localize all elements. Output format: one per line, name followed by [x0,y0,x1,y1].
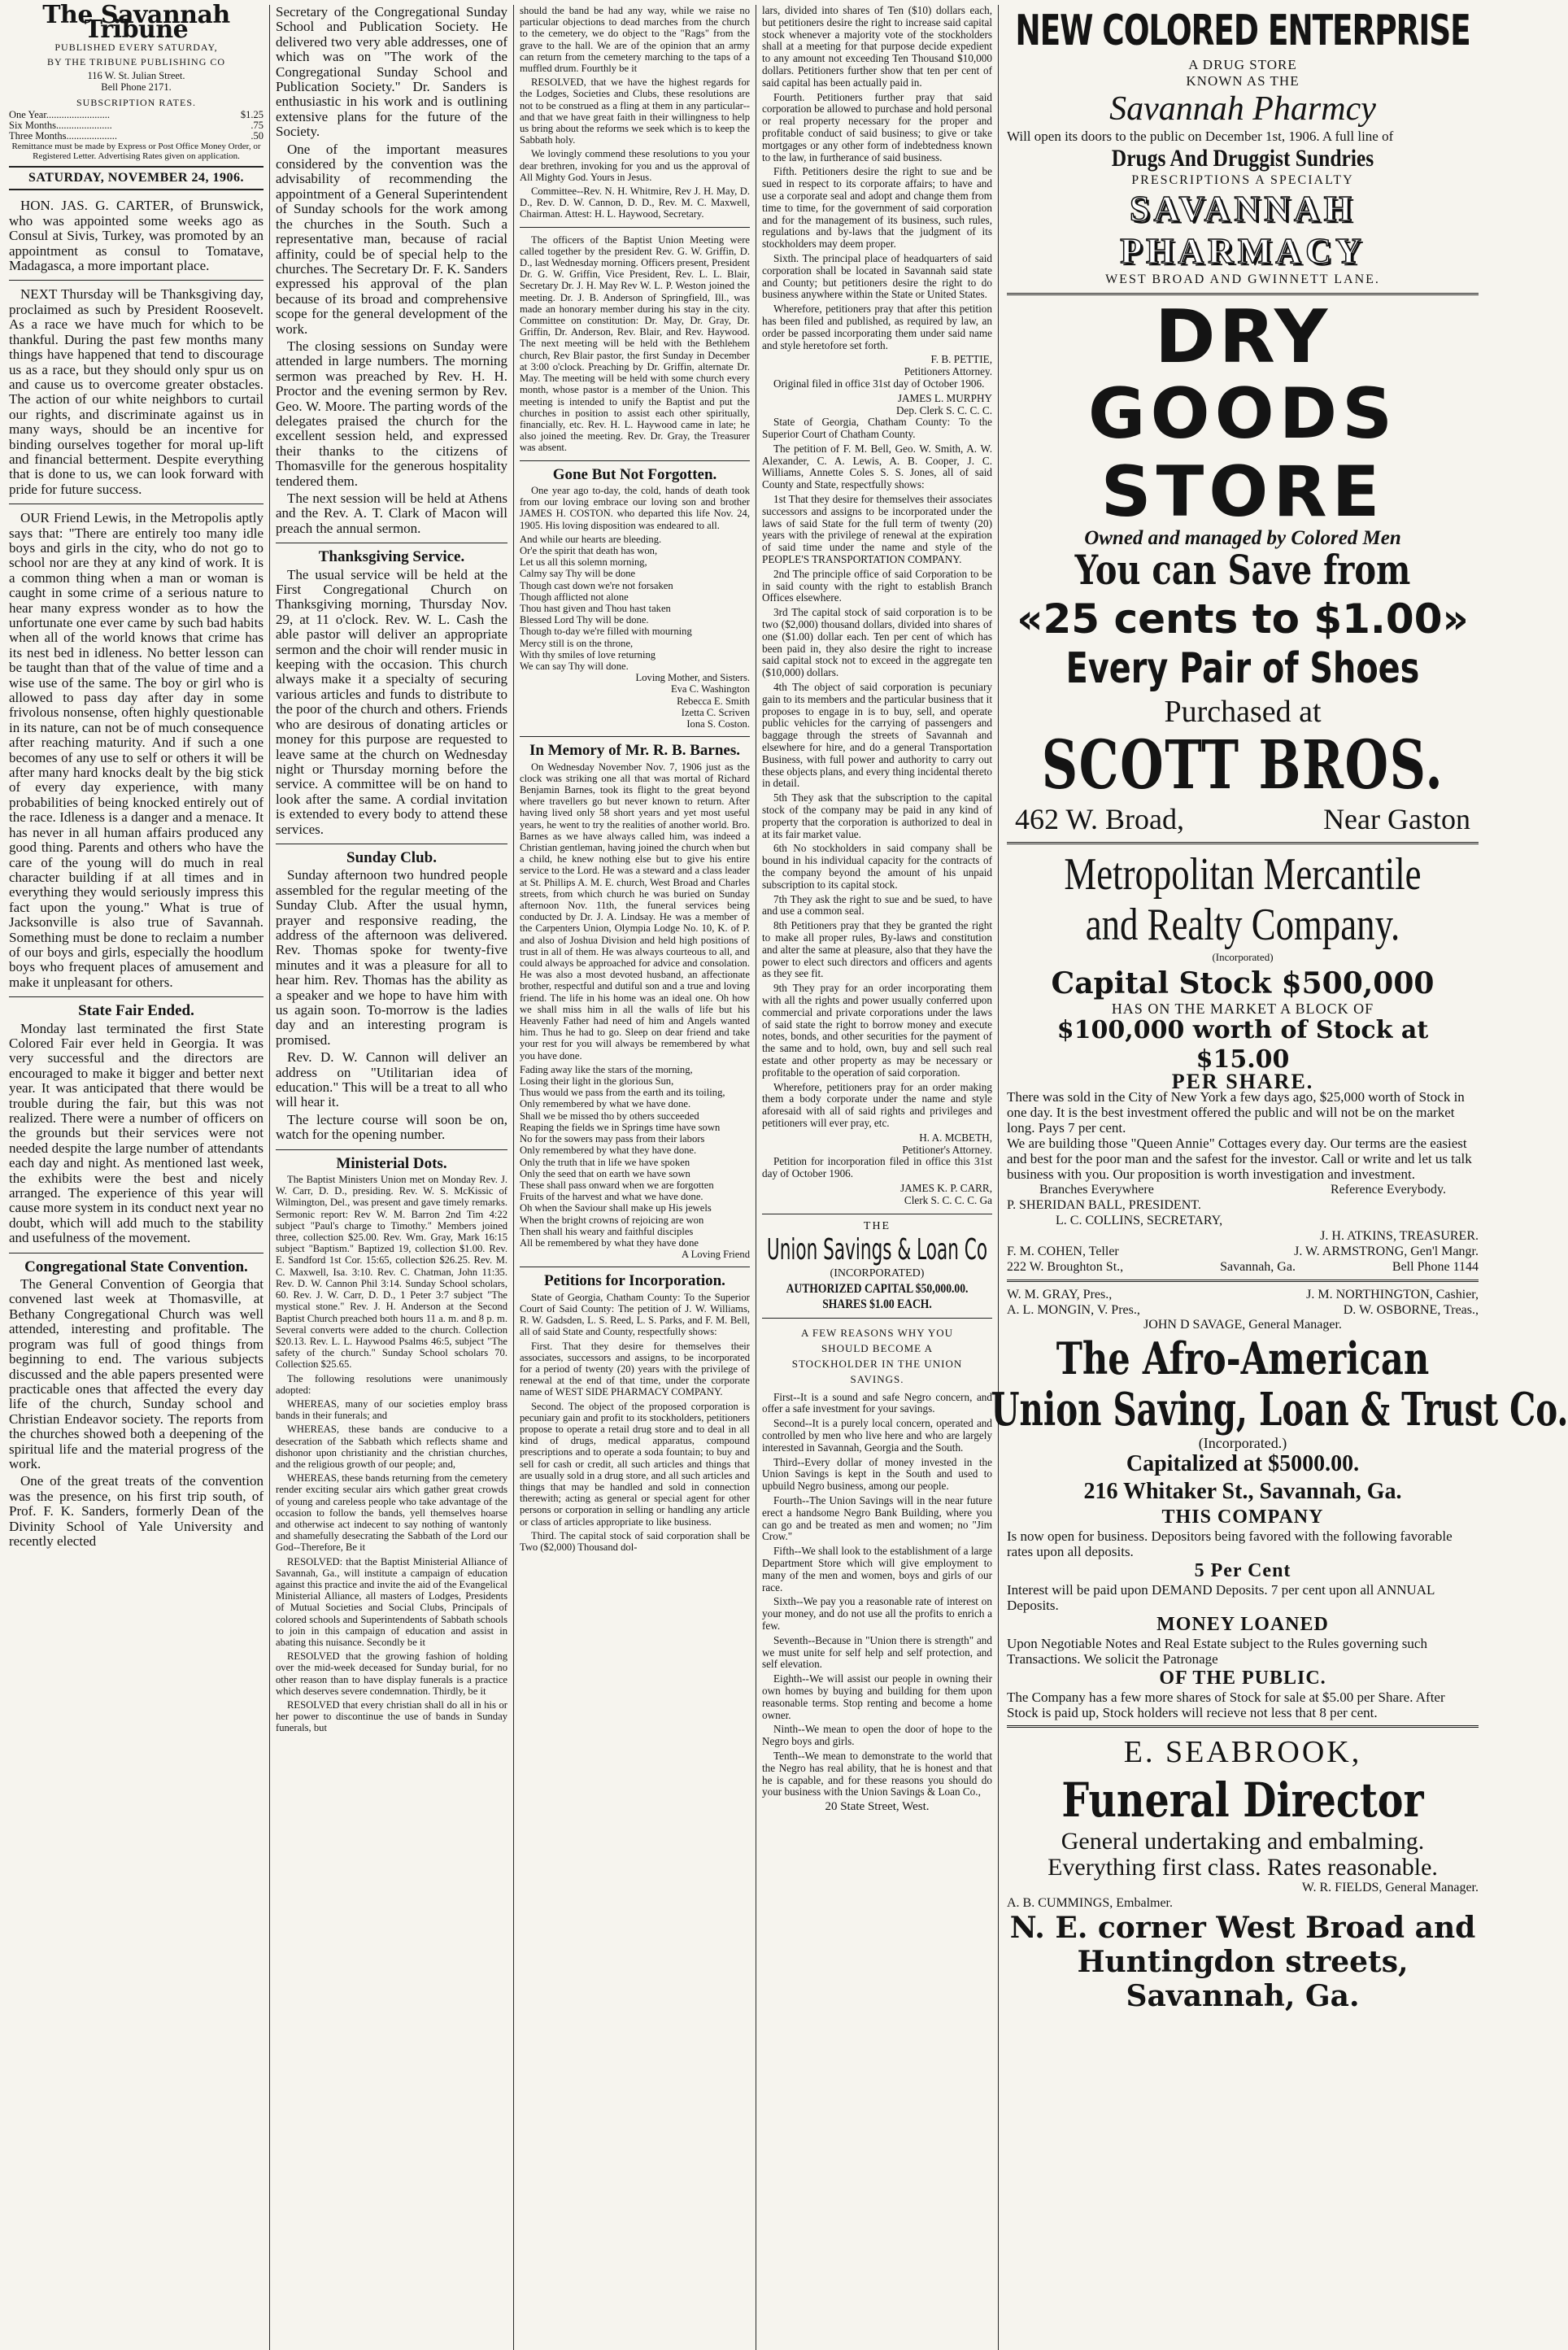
ad-seabrook: E. SEABROOK, [1123,1735,1362,1770]
union-reason: Tenth--We mean to demonstrate to the world that the Negro has real ability, that he is honest and that he is capable, and for these reasons you should do your business with the Union Savings & Loan Co., [762,1750,992,1798]
union-reason: First--It is a sound and safe Negro concern, and offer a safe investment for your savings. [762,1390,992,1415]
article-text: We lovingly commend these resolutions to you your dear brethren, invoking for you and us the approval of All Mighty God. Yours in Jesus. [520,148,750,183]
poem [520,534,750,672]
union-reason: Fourth--The Union Savings will in the near future erect a handsome Negro Bank Building, where you can go and be treated as men and women; no "Jim Crow." [762,1494,992,1543]
poem-line: Blessed Lord Thy will be done. [520,614,649,626]
union-reason: Sixth--We pay you a reasonable rate of interest on your money, and do not use all the profits to enrich a few. [762,1595,992,1633]
ad-afro-american-bank [991,1287,1568,1721]
column-2 [270,5,514,2350]
ad-officers [1007,1287,1479,1302]
ad-store-name: Savannah Pharmcy [1109,90,1376,128]
poem-line: When the bright crowns of rejoicing are won [520,1214,704,1226]
petition-text: Fifth. Petitioners desire the right to sue and be sued in respect to its corporate affairs; to have and use a corporate seal and adopt and change them from time to time, for the government of said corporation and for the management of its business, such rules, regulations and by-laws that the judgment of its stockholders may deem proper. [762,165,992,251]
union-incorporated: (INCORPORATED) [830,1267,925,1280]
union-reason: Ninth--We mean to open the door of hope to the Negro boys and girls. [762,1723,992,1748]
ad-shadow-title: SAVANNAH PHARMACY [1120,189,1365,272]
headline-thanksgiving-service: Thanksgiving Service. [318,548,465,566]
poem-line: Fading away like the stars of the morning, [520,1063,693,1075]
ad-stock: $100,000 worth of Stock at $15.00 [1056,1016,1429,1075]
ad-owned: Owned and managed by Colored Men [1084,526,1401,549]
ad-address-mid: Savannah, Ga. [1220,1260,1296,1275]
ad-realty: and Realty Company. [1085,900,1400,951]
column-1 [3,1,270,2350]
ad-public: OF THE PUBLIC. [1159,1668,1326,1689]
ad-embalmer: A. B. CUMMINGS, Embalmer. [1007,1895,1173,1910]
ad-incorporated: (Incorporated) [1212,951,1274,964]
divider [9,280,264,281]
petition-text: Third. The capital stock of said corporation shall be Two ($2,000) Thousand dol- [520,1529,750,1553]
petition-text: Original filed in office 31st day of October 1906. [773,377,985,390]
ad-officer: D. W. OSBORNE, Treas., [1343,1303,1479,1318]
ad-this-company: THIS COMPANY [1161,1506,1324,1528]
headline-ministerial-dots: Ministerial Dots. [336,1154,447,1172]
petition-text: State of Georgia, Chatham County: To the Superior Court of Said County: The petition of J. W. Williams, R. W. Gadsden, L. S. Reed, L. S. Parks, and F. M. Bell, all of said State and County, respectfully shows: [520,1291,750,1338]
ad-address-right: Near Gaston [1323,803,1470,836]
signature: A Loving Friend [682,1249,750,1261]
poem-line: Only remembered by what they have done. [520,1144,697,1157]
ad-address: WEST BROAD AND GWINNETT LANE. [1105,272,1380,287]
article-baptist-union: The officers of the Baptist Union Meeting were called together by the president Rev. G. W. Griffin, D. D., last Wednesday morning. Officers present, President Dr. G. W. Griffin, Vice President, Rev. L. L. Blair, Secretary Dr. J. H. May Rev W. L. P. Weston joined the meeting. Dr. J. B. Anderson of Springfield, Ill., was made an honorary member during his stay in the city. Committee on constitution: Dr. May, Dr. Gray, Dr. Griffin, Dr. Anderson, Rev. Blair, and Rev. Haywood. The next meeting will be held with the Bethlehem church, Rev Blair pastor, the first Sunday in December at 3:00 o'clock. Preaching by Dr. Griffin, alternate Dr. May. The meeting will be held with some church every month, whose pastor is a member of the Union. This meeting is intended to unify the Baptist and put the churches in position to assist each other spiritually, financially, etc. Rev. H. L. Haywood came in late; he also joined the meeting. Rev. Dr. Gray, the Treasurer was absent. [520,233,750,454]
ad-metropolitan [1007,849,1479,1275]
divider [762,1318,992,1319]
ad-funeral-director [1007,1733,1479,2013]
ad-officer: JOHN D SAVAGE, General Manager. [1143,1318,1342,1332]
poem-line: Then shall his weary and faithful disciples [520,1225,694,1237]
ad-body: Is now open for business. Depositors being favored with the following favorable rates upon all deposits. [1007,1528,1453,1560]
masthead-published: PUBLISHED EVERY SATURDAY, [54,41,218,53]
ad-body: The Company has a few more shares of Stock for sale at $5.00 per Share. After Stock is paid up, Stock holders will recieve not less that 8 per cent. [1007,1689,1445,1721]
ad-subtitle: KNOWN AS THE [1186,73,1300,89]
petition-text: First. That they desire for themselves their associates, successors and assigns, to be incorporated for a period of twenty (20) years with the privilege of renewal at the end of that time, under the corporate name of WEST SIDE PHARMACY COMPANY. [520,1340,750,1398]
ad-address-row [1007,801,1479,837]
rate-price: .75 [250,120,264,132]
ad-shoes: Every Pair of Shoes [1065,644,1420,694]
headline-state-fair: State Fair Ended. [78,1002,194,1020]
poem-line: With thy smiles of love returning [520,648,656,661]
ad-location: N. E. corner West Broad and Huntingdon streets, Savannah, Ga. [1009,1911,1476,2014]
divider [520,736,750,737]
article-ministerial: WHEREAS, many of our societies employ brass bands in their funerals; and [276,1397,507,1422]
ad-subtitle: A DRUG STORE [1188,57,1297,72]
ad-dry: DRY [1154,294,1331,380]
article-text: should the band be had any way, while we raise no particular objections to dead marches from the church to the cemetery, we do object to the "Rags" from the grave to the hall. We are of the opinion that an army can return from the cemetery marching to the taps of a muffled drum. Fourthly be it [520,5,750,75]
signature: Dep. Clerk S. C. C. C. [896,403,992,416]
petition-text: 1st That they desire for themselves their associates successors and assigns to be incorporated under the laws of said State for the full term of twenty (20) years with the privilege of renewal at the expiration of said time under the name and style of the PEOPLE'S TRANSPORTATION COMPANY. [762,493,992,566]
ad-funeral-title: Funeral Director [1061,1772,1424,1829]
poem-line: Reaping the fields we in Springs time have sown [520,1121,721,1133]
poem [520,1064,750,1249]
ad-rate: 5 Per Cent [1194,1560,1291,1582]
memorial-text: One year ago to-day, the cold, hands of death took from our loving embrace our loving son and brother JAMES H. COSTON. who departed this life Nov. 24, 1905. His loving disposition was endeared to all. [520,484,750,531]
poem-line: All be remembered by what they have done [520,1236,699,1249]
ad-per-share: PER SHARE. [1171,1070,1314,1094]
article-text: One of the important measures considered by the convention was the advisability of recommending the appointment of a General Superintendent of Sunday schools for the work among the churches in the South. Such a representative man, because of racial affinity, could be of special help to the churches. The Secretary Dr. F. K. Sanders expressed his approval of the plan because of its broad and comprehensive scope for the general development of the work. [276,141,507,337]
headline-petitions: Petitions for Incorporation. [544,1272,725,1290]
ad-market: HAS ON THE MARKET A BLOCK OF [1111,1000,1374,1017]
ad-address-left: 222 W. Broughton St., [1007,1260,1124,1275]
divider [1007,1725,1479,1728]
ad-headline: NEW COLORED ENTERPRISE [1015,7,1470,55]
petition-text: Second. The object of the proposed corporation is pecuniary gain and profit to its stockholders, petitioners propose to operate a retail drug store and to deal in all kind of drugs, medical apparatus, compound prescriptions and to operate a soda fountain; to buy and sell for cash or credit, all such articles and things that are usually sold in a drug store, and all such articles and things that may be handled and sold in connection therewith; acting as general or special agent for other persons or corporation in selling or handling any article or class of articles appropriate to like business. [520,1400,750,1528]
ad-prescriptions: PRESCRIPTIONS A SPECIALTY [1131,173,1354,187]
ad-store: STORE [1100,451,1385,533]
headline-sunday-club: Sunday Club. [346,848,437,866]
divider [520,227,750,228]
article-state-fair: Monday last terminated the first State Colored Fair ever held in Georgia. It was very successful and the directors are encouraged to make it bigger and better next year. It was anticipated that there would be trouble during the fair, but this was not realized. There were a number of officers on the grounds but their services were not needed despite the large number of attendants each day and night. As mentioned last week, the exhibits were the best and nicely arranged. The experience of this year will cause more system in its conduct next year no doubt, which will add much to the stability and usefulness of the movement. [9,1020,264,1246]
headline-in-memory: In Memory of Mr. R. B. Barnes. [529,742,740,760]
union-shares: SHARES $1.00 EACH. [822,1297,932,1311]
ad-goods: GOODS [1087,373,1398,455]
ad-secretary: L. C. COLLINS, SECRETARY, [1056,1214,1223,1228]
poem-line: Oh when the Saviour shall make up His jewels [520,1202,712,1214]
union-reason: Fifth--We shall look to the establishment of a large Department Store which will give employment to many of the men and women, boys and girls of our race. [762,1545,992,1594]
ad-officers [1007,1228,1479,1244]
divider [276,1149,507,1150]
headline-congregational: Congregational State Convention. [24,1258,248,1275]
poem-line: Only the seed that on earth we have sown [520,1167,690,1179]
poem-line: Calmy say Thy will be done [520,568,636,580]
signature: Iona S. Coston. [686,717,750,730]
ad-scott-bros: SCOTT BROS. [1041,726,1444,805]
committee-signatures: Committee--Rev. N. H. Whitmire, Rev J. H. May, D. D., Rev. D. W. Cannon, D. D., Rev. M. C. Maxwell, Chairman. Attest: H. L. Haywood, Secretary. [520,185,750,220]
petition-text: 2nd The principle office of said Corporation to be in said county with the right to establish Branch Offices elsewhere. [762,567,992,604]
ad-teller: F. M. COHEN, Teller [1007,1245,1119,1259]
masthead-phone: Bell Phone 2171. [101,81,172,93]
divider [9,996,264,997]
editorial-thanksgiving: NEXT Thursday will be Thanksgiving day, proclaimed as such by President Roosevelt. As a race we have much for which to be thankful. During the past few months many things have happened that tend to discourage us as a race, but they should only spur us on and cause us to overcome greater obstacles. The action of our white neighbors to curtail our rights, and discriminate against us in many ways, should be an incentive for binding ourselves together for moral up-lift and financial betterment. Despite everything that is done to us, we can look forward with pride for future success. [9,286,264,497]
rate-price: .50 [250,130,264,142]
rate-row [9,131,264,142]
ad-money-loaned: MONEY LOANED [1156,1614,1329,1636]
ad-manager: W. R. FIELDS, General Manager. [1301,1881,1479,1895]
poem-line: Shall we be missed tho by others succeeded [520,1110,699,1122]
ad-officers [1007,1197,1479,1213]
editorial-carter: HON. JAS. G. CARTER, of Brunswick, who was appointed some weeks ago as Consul at Sivis, Turkey, was promoted by an appointment as consul to Tomatave, Madagasca, a more important place. [9,198,264,274]
ad-dry-goods [1007,294,1479,837]
poem-line: No for the sowers may pass from their labors [520,1133,705,1145]
rates-heading: SUBSCRIPTION RATES. [76,96,197,108]
poem-line: Though to-day we're filled with mourning [520,626,692,638]
masthead-publisher: BY THE TRIBUNE PUBLISHING CO [46,56,226,68]
petition-text: Petition for incorporation filed in office this 31st day of October 1906. [762,1155,992,1180]
dateline: SATURDAY, NOVEMBER 24, 1906. [9,166,264,190]
ad-president: P. SHERIDAN BALL, PRESIDENT. [1007,1198,1201,1213]
signature: Loving Mother, and Sisters. [635,672,750,684]
rate-label: Six Months...................... [9,120,112,132]
poem-line: These shall pass onward when we are forgotten [520,1179,714,1191]
signature: Petitioners Attorney. [904,365,992,378]
divider [1007,842,1479,844]
headline-gone-not-forgotten: Gone But Not Forgotten. [552,465,717,483]
ad-save: You can Save from [1074,546,1411,595]
union-reasons-head: A FEW REASONS WHY YOU SHOULD BECOME A STOCKHOLDER IN THE UNION SAVINGS. [791,1326,963,1385]
petition-text: 5th They ask that the subscription to the capital stock of the company may be paid in any kind of property that the corporation is authorized to deal in at its fair market value. [762,791,992,840]
petition-text: 4th The object of said corporation is pecuniary gain to its members and the particular business that it proposes to engage in is to buy, sell, and operate public vehicles for the carrying of passengers and baggage through the streets of Savannah and elsewhere for hire, and do a general Transportation Business, with full power and authority to carry out these objects plans, and every thing incidental thereto in detail. [762,681,992,790]
column-4 [756,5,999,2350]
petition-text: Wherefore, petitioners pray for an order making them a body corporate under the name and style aforesaid with all of said rights and privileges and petitioners will ever pray, etc. [762,1080,992,1129]
ad-branches [1007,1182,1479,1197]
petition-text: Sixth. The principal place of headquarters of said corporation shall be located in Savannah said state and County; but petitioners desire the right to do business anywhere within the State or United States. [762,251,992,301]
rate-label: Three Months.................... [9,130,117,142]
ad-officers [1007,1213,1479,1228]
ad-branches-right: Reference Everybody. [1331,1183,1446,1197]
ad-body: We are building those "Queen Annie" Cottages every day. Our terms are the easiest and best for the poor man and the safest for the investor. Call or write and let us talk business with you. Our proposition is worth investigation and investment. [1007,1136,1472,1183]
ad-body: There was sold in the City of New York a few days ago, $25,000 worth of Stock in one day. It is the best investment offered the public and will not be on the market long. Pays 7 per cent. [1007,1089,1465,1136]
rate-price: $1.25 [240,109,264,121]
column-3 [514,5,756,2350]
poem-line: Mercy still is on the throne, [520,637,634,649]
divider [520,460,750,461]
remittance-note: Remittance must be made by Express or Post Office Money Order, or Registered Letter. Advertising Rates given on application. [11,142,261,162]
petition-text: lars, divided into shares of Ten ($10) dollars each, but petitioners desire the right to increase said capital stock whenever a majority vote of the stockholders shall at a meeting for that purpose decide expedient to any amount not exceeding Ten Thousand $10,000 dollars. Petitioners further show that ten per cent of said capital has been actually paid in. [762,4,992,89]
petition-text: 8th Petitioners pray that they be granted the right to make all proper rules, By-laws and constitution and alter the same at pleasure, also that they have the power to elect such directors and officers and agents as they see fit. [762,919,992,980]
ad-capital: Capital Stock $500,000 [1051,966,1435,1001]
poem-line: Though afflicted not alone [520,591,629,603]
poem-line: Only the truth that in life we have spoken [520,1156,690,1168]
union-address: 20 State Street, West. [825,1800,930,1814]
poem-line: Though cast down we're not forsaken [520,579,673,591]
union-reason: Third--Every dollar of money invested in the Union Savings is kept in the South and used to upbuild Negro business, among our people. [762,1455,992,1493]
petition-text: State of Georgia, Chatham County: To the Superior Court of Chatham County. [762,416,992,441]
article-ministerial: RESOLVED that the growing fashion of holding over the mid-week deceased for Sunday burial, for no other reason than to have display funerals is a practice which deserves severe condemnation. Thirdly, be it [276,1650,507,1697]
union-capital: AUTHORIZED CAPITAL $50,000.00. [786,1282,969,1297]
article-text: The closing sessions on Sunday were attended in large numbers. The morning sermon was preached by Rev. H. H. Proctor and the evening sermon by Rev. Geo. W. Moore. The parting words of the delegates praised the church for the excellent session held, and expressed their thanks to the citizens of Thomasville for the generous hospitality tendered them. [276,338,507,489]
ad-afro-title: The Afro-American [1056,1332,1430,1384]
ad-body: Will open its doors to the public on December 1st, 1906. A full line of [1007,129,1394,144]
ad-savannah-pharmacy [1007,8,1479,288]
article-thanksgiving-service: The usual service will be held at the First Congregational Church on Thanksgiving morning, Thursday Nov. 29, at 11 o'clock. Rev. W. L. Cash the able pastor will deliver an appropriate sermon and the choir will render music in keeping with the occasion. This church always make it a specialty of securing various articles and funds to distribute to the poor of the church and others. Friends who are desirous of donating articles or money for this purpose are requested to leave same at the church on Wednesday night or Thursday morning before the service. A committee will be on hand to look after the same. A cordial invitation is extended to every body to attend these services. [276,566,507,837]
ad-manager: J. W. ARMSTRONG, Gen'l Mangr. [1294,1245,1479,1259]
poem-line: Let us all this solemn morning, [520,556,647,569]
petition-text: 9th They pray for an order incorporating them with all the rights and power usually conferred upon commercial and private corporations under the laws of said state the right to borrow money and execute notes, bonds, and other securities for the payment of the same and to hold, own, buy and sell such real estate and other property as may be necessary or profitable to the operation of said corporation. [762,982,992,1079]
article-sunday-club-3: The lecture course will soon be on, watch for the opening number. [276,1111,507,1143]
poem-line: Losing their light in the glorious Sun, [520,1075,674,1088]
ad-incorporated: (Incorporated.) [1198,1434,1287,1451]
petition-text: 3rd The capital stock of said corporation is to be two ($2,000) thousand dollars, divided into shares of one ($1.00) dollar each. Ten per cent of which has been paid in, they also desire the right to increase said capital stock not to exceed in the aggregate ten ($10,000) dollars. [762,606,992,679]
poem-line: Thou hast given and Thou hast taken [520,602,671,614]
ad-purchased: Purchased at [1164,695,1322,730]
petition-text: 7th They ask the right to sue and be sued, to have and use a common seal. [762,892,992,918]
ad-cents: «25 cents to $1.00» [1017,595,1469,643]
ad-address-row [1007,1259,1479,1275]
ad-body: Interest will be paid upon DEMAND Deposits. 7 per cent upon all ANNUAL Deposits. [1007,1582,1435,1614]
ad-officer: W. M. GRAY, Pres., [1007,1288,1113,1302]
ad-officers [1007,1244,1479,1259]
petition-text: Wherefore, petitioners pray that after this petition has been filed and published, as required by law, an order be passed incorporating them under said name and style heretofore set forth. [762,303,992,351]
article-ministerial: The Baptist Ministers Union met on Monday Rev. J. W. Carr, D. D., presiding. Rev. W. S. McKissic of Wilmington, Del., was present and gave timely remarks. Sermonic report: Rev W. M. Barron 2nd Tim 4:22 subject "Paul's charge to Timothy." Members joined three, collection $25.00. Rev. Wm. Gray, Mark 16:15 subject "Baptism." Baptized 19, collection $1.00. Rev. E. Sandford 1st Cor. 15:65, collection $26.25. Rev. M. C. Maxwell, Isa. 3:10. Rev. C. Chatman, John 11:35. Rev. D. W. Cannon Phil 3:14. Sunday School scholars, 60. Rev. J. W. Carr, D. D., 1 Peter 3:7 subject "The mystical stone." Rev. J. H. Anderson at the Second Baptist Church preached both hours 11 a. m. and 8 p. m. Several converts were added to the church. Collection $20.13. Rev. L. L. Haywood Psalms 46:5, subject "The safety of the church." Sunday School scholars 70. Collection $25.65. [276,1174,507,1371]
ad-services: General undertaking and embalming. Everything first class. Rates reasonable. [1048,1828,1438,1881]
editorial-lewis: OUR Friend Lewis, in the Metropolis aptly says that: "There are entirely too many idle boys and girls in the city, who do not go to school nor are they at any kind of work. It is a common thing when a man or woman is caught in some crime of a serious nature to hear many express wonder as to how the unfortunate one ever came by such bad habits when all of the world knows that crime has its nest bed in idleness. No better lesson can be taught than that of the value of time and a wise use of the same. The boy or girl who is allowed to pass day after day in some frivolous nonsense, often highly questionable in its nature, can not be of much consequence after reaching maturity. And if such a one becomes of any use to self or others it will be after many hard knocks dealt by the big stick of every day experience, with many probabilities of being knocked entirely out of the race. Idleness is a danger and a menace. It has never in all human affairs produced any good thing. Parents and others who have the care of the young will do much in real character building if at all times and in everything they would seriously impress this fact upon the young." What is true of Jacksonville is also true of Savannah. Something must be done to reclaim a number of our boys and girls, especially the hoodlum boys who frequent places of amusement and make it unpleasant for others. [9,510,264,990]
masthead-address: 116 W. St. Julian Street. [87,69,185,81]
signature: Rebecca E. Smith [677,695,750,707]
article-ministerial: RESOLVED: that the Baptist Ministerial Alliance of Savannah, Ga., will institute a campaign of education against this practice and invite the aid of the Evangelical Ministerial Alliance, all masters of Lodges, Presidents of Mutual Societies and Social Clubs, Principals of colored schools and Superintendents of Sabbath schools to join in this campaign of education and assist in abating this nuisance. Secondly be it [276,1555,508,1648]
union-reason: Eighth--We will assist our people in owning their own homes by buying and building for them upon reasonable terms. Stop renting and become a home owner. [762,1672,992,1721]
poem-line: And while our hearts are bleeding. [520,533,662,545]
ad-body: Upon Negotiable Notes and Real Estate subject to the Rules governing such Transactions. We solicit the Patronage [1007,1636,1427,1668]
article-text: Secretary of the Congregational Sunday School and Publication Society. He delivered two very able addresses, one of which was on "The work of the Congregational Sunday School and Publication Society." Dr. Sanders is enthusiastic in his work and is outlining extensive plans for the future of the Society. [276,4,507,140]
union-the: THE [863,1219,891,1232]
signature: JAMES L. MURPHY [897,391,992,404]
ad-officers [1007,1302,1479,1318]
poem-line: Only remembered by what we have done. [520,1098,691,1110]
poem-line: Fruits of the harvest and what we have done. [520,1191,703,1203]
union-reason: Seventh--Because in "Union there is strength" and we must unite for self help and self protection, and self elevation. [762,1633,992,1671]
signature: Petitioner's Attorney. [902,1143,992,1156]
article-text: RESOLVED, that we have the highest regards for the Lodges, Societies and Clubs, these resolutions are not to be construed as a fling at them in any particular--and that we have great faith in their willingness to help us bring about the reforms we seek which is to keep the Sabbath holy. [520,76,750,146]
article-congregational: The General Convention of Georgia that convened last week at Thomasville, at Bethany Congregational Church was well attended, interesting and profitable. The program was full of good things from beginning to end. The various subjects discussed and the able papers presented were practicable ones that affected the every day life of the church, Sunday school and Christian Endeavor society. The reports from the churches showed both a deepening of the spiritual life and the material progress of the work. [9,1276,264,1471]
article-ministerial: WHEREAS, these bands are conducive to a desecration of the Sabbath which reflects shame and dishonor upon christianity and the christian churches, and the religious growth of our people; and, [276,1424,507,1470]
signature: Clerk S. C. C. C. Ga [904,1193,992,1206]
ad-address-left: 462 W. Broad, [1015,803,1185,836]
article-ministerial: RESOLVED that every christian shall do all in his or her power to discontinue the use of bands in Sunday funerals, but [276,1699,507,1734]
poem-line: Or'e the spirit that death has won, [520,544,658,556]
ad-treasurer: J. H. ATKINS, TREASURER. [1320,1229,1479,1244]
signature: Eva C. Washington [670,683,750,695]
poem-line: Thus would we pass from the earth and its toiling, [520,1087,725,1099]
article-ministerial: The following resolutions were unanimously adopted: [276,1372,507,1396]
signature: H. A. MCBETH, [919,1131,992,1144]
ad-drugs: Drugs And Druggist Sundries [1111,145,1374,172]
ads-column [991,5,1568,2350]
ad-branches-left: Branches Everywhere [1039,1183,1154,1197]
ad-union-title: Union Saving, Loan & Trust Co. [991,1382,1568,1437]
ad-officer: J. M. NORTHINGTON, Cashier, [1306,1288,1479,1302]
petition-text: The petition of F. M. Bell, Geo. W. Smith, A. W. Alexander, C. A. Lewis, A. B. Cooper, J. C. Williams, Annette Coles S. S. Jones, all of said County and State, respectfully shows: [762,442,992,491]
ad-capitalized: Capitalized at $5000.00. [1126,1451,1360,1477]
ad-metro-title: Metropolitan Mercantile [1064,849,1422,900]
article-text: The next session will be held at Athens and the Rev. A. T. Clark of Macon will preach the annual sermon. [276,490,507,536]
ad-address-right: Bell Phone 1144 [1392,1260,1479,1275]
ad-address: 216 Whitaker St., Savannah, Ga. [1083,1479,1402,1505]
article-sunday-club-2: Rev. D. W. Cannon will deliver an address on "Utilitarian idea of education." This will be a treat to all who will hear it. [276,1049,507,1110]
ad-officer: A. L. MONGIN, V. Pres., [1007,1303,1140,1318]
union-reason: Second--It is a purely local concern, operated and controlled by men who live here and who are largely interested in Savannah, Georgia and the South. [762,1417,992,1454]
petition-text: Fourth. Petitioners further pray that said corporation be allowed to purchase and hold personal or real property necessary for the proper and profitable conduct of said business; to give or take mortgages or any other form of indebtedness known to the law, in furtherance of said business. [762,90,992,163]
union-savings-title: Union Savings & Loan Co [766,1233,988,1267]
signature: F. B. PETTIE, [930,353,992,366]
poem-line: We can say Thy will done. [520,660,629,672]
article-congregational-2: One of the great treats of the convention was the presence, on his first trip south, of Prof. F. K. Sanders, formerly Dean of the Divinity School of Yale University and recently elected [9,1473,264,1549]
masthead-title: The Savannah Tribune [42,1,230,45]
divider [1007,1280,1479,1282]
rate-label: One Year......................... [9,109,110,121]
petition-text: 6th No stockholders in said company shall be bound in his individual capacity for the contracts of the company beyond the amount of his unpaid subscription to its capital stock. [762,842,992,891]
article-ministerial: WHEREAS, these bands returning from the cemetery render exciting secular airs which gather great crowds of young and careless people who take advantage of the occasion to follow the bands, yell themselves hoarse and otherwise act indecent to say nothing of wantonly and shamefully desecrating the Sabbath of the Lord our God--Therefore, Be it [276,1472,507,1554]
memorial-text: On Wednesday November Nov. 7, 1906 just as the clock was striking one all that was mortal of Richard Benjamin Barnes, took its flight to the great beyond where travellers go but never known to return. After having lived only 58 short years and yet most useful years, he went to try the realities of another world. Bro. Barnes as we have always called him, was indeed a Christian gentleman, having joined the church when but a child, he knew nothing else but to give his entire service to the Lord. He was a steward and a class leader at St. Phillips A. M. E. church, West Broad and Charles streets, from which church he was buried on Sunday afternoon Nov. 11th, the funeral services being conducted by Dr. J. A. Lindsay. He was a member of the Carpenters Union, Olympia Lodge No. 10, K. of P. and also of Joshua Division and held high positions of trust in all of them. He was always courteous to all, and could always be approached for advice and consolation. He was also a most devoted husband, an affectionate brother, respectful and dutiful son and a true and loving friend. The life in his home was an ideal one. Oh how we shall miss him in all the walls of life but his Heavenly Father had need of him and Angels wanted him. Thus he had to go. Sleep on dear friend and take your rest for you will always be remembered by what you have done. [520,761,750,1062]
signature: JAMES K. P. CARR, [900,1181,992,1194]
signature: Izetta C. Scriven [681,706,750,718]
article-sunday-club: Sunday afternoon two hundred people assembled for the regular meeting of the Sunday Club. After the usual hymn, prayer and responsive reading, the address of the afternoon was delivered. Rev. Thomas spoke for twenty-five minutes and it was a pleasure for all to hear him. Rev. Thomas has the ability as a speaker and we hope to have him with us again soon. To-morrow is the ladies day and an interesting program is promised. [276,867,507,1048]
